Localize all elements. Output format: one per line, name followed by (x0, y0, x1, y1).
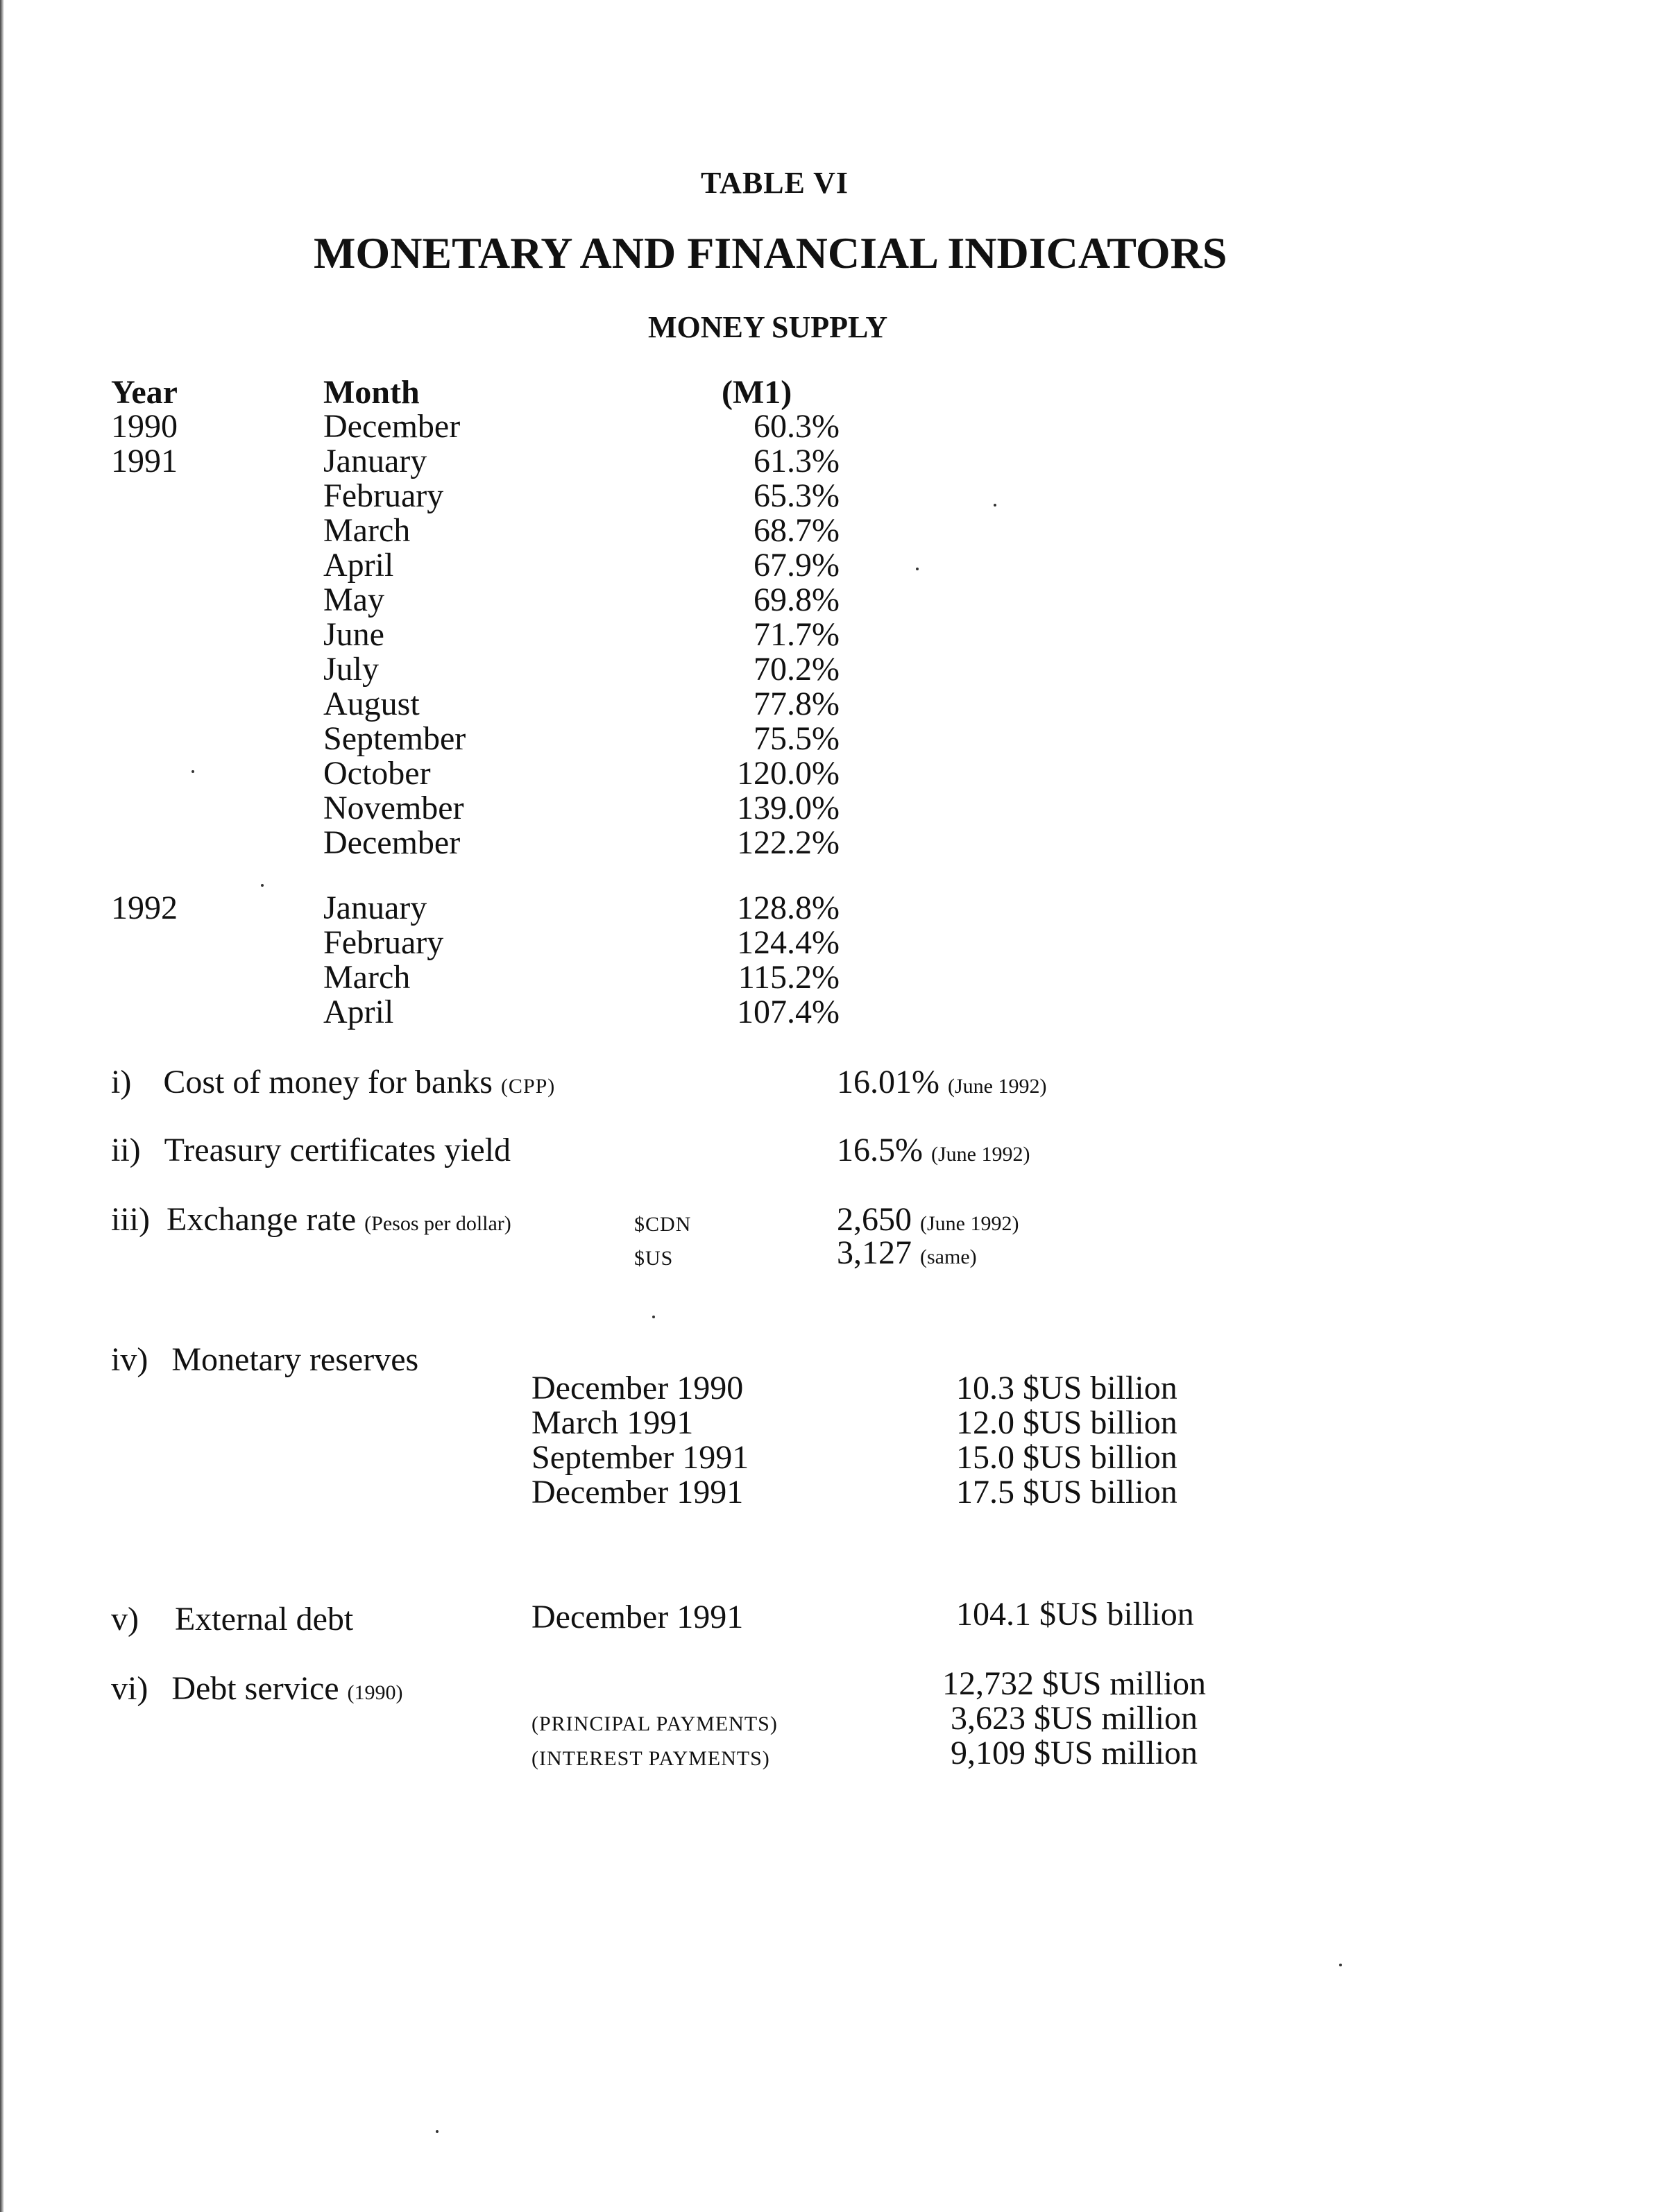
value-text: 16.01% (837, 1064, 939, 1100)
month-cell: May (323, 581, 384, 618)
month-cell: December (323, 824, 461, 861)
month-cell: March (323, 512, 411, 549)
m1-value-cell: 61.3% (754, 443, 840, 479)
item-label: Cost of money for banks (163, 1064, 493, 1100)
interest-payments-value: 9,109 $US million (951, 1735, 1198, 1771)
month-cell: June (323, 616, 384, 653)
month-cell: January (323, 443, 427, 479)
scan-speck (436, 2130, 439, 2133)
month-cell: April (323, 547, 394, 584)
m1-value-cell: 107.4% (737, 994, 840, 1030)
value-note: (June 1992) (947, 1075, 1047, 1098)
table-label: TABLE VI (701, 166, 849, 200)
month-cell: September (323, 720, 466, 757)
scan-speck (192, 770, 194, 773)
month-cell: February (323, 924, 444, 961)
month-cell: February (323, 477, 444, 514)
col-header-m1: (M1) (722, 374, 792, 411)
reserves-date-2: March 1991 (531, 1404, 694, 1441)
m1-value-cell: 70.2% (754, 651, 840, 688)
scan-speck (1339, 1964, 1342, 1966)
item-label: Debt service (171, 1670, 339, 1707)
reserves-value-1: 10.3 $US billion (956, 1370, 1177, 1406)
m1-value-cell: 120.0% (737, 755, 840, 792)
value-note: (June 1992) (930, 1143, 1030, 1166)
m1-value-cell: 122.2% (737, 824, 840, 861)
page-scan-edge (0, 0, 4, 2212)
scan-speck (652, 1316, 655, 1318)
exchange-us-value (837, 1234, 977, 1272)
month-cell: October (323, 755, 431, 792)
reserves-value-3: 15.0 $US billion (956, 1439, 1177, 1476)
m1-value-cell: 67.9% (754, 547, 840, 584)
principal-payments-value: 3,623 $US million (951, 1700, 1198, 1737)
principal-payments-label: (PRINCIPAL PAYMENTS) (531, 1712, 778, 1735)
item-label: External debt (174, 1601, 354, 1637)
debt-service-total: 12,732 $US million (942, 1665, 1207, 1702)
m1-value-cell: 71.7% (754, 616, 840, 653)
reserves-value-4: 17.5 $US billion (956, 1474, 1177, 1511)
value-note: (June 1992) (920, 1212, 1019, 1235)
value-text: 3,127 (837, 1234, 912, 1271)
treasury-value (837, 1131, 1030, 1169)
m1-value-cell: 77.8% (754, 686, 840, 722)
m1-value-cell: 115.2% (738, 959, 840, 996)
m1-value-cell: 124.4% (737, 924, 840, 961)
scan-speck (994, 504, 996, 507)
exchange-cdn-value (837, 1200, 1019, 1239)
item-number: iii) (111, 1201, 150, 1238)
scan-speck (261, 884, 264, 887)
indicator-cost-of-money (111, 1063, 555, 1101)
external-debt-value: 104.1 $US billion (956, 1596, 1194, 1633)
item-number: i) (111, 1064, 132, 1100)
reserves-value-2: 12.0 $US billion (956, 1404, 1177, 1441)
m1-value-cell: 139.0% (737, 790, 840, 826)
indicator-external-debt (111, 1600, 353, 1638)
item-qualifier: (1990) (347, 1681, 403, 1704)
year-cell: 1992 (111, 890, 178, 926)
item-number: v) (111, 1601, 139, 1637)
month-cell: July (323, 651, 380, 688)
item-label: Treasury certificates yield (164, 1132, 511, 1168)
m1-value-cell: 128.8% (737, 890, 840, 926)
item-number: vi) (111, 1670, 148, 1707)
currency-us: $US (634, 1247, 674, 1270)
reserves-date-4: December 1991 (531, 1474, 744, 1511)
year-cell: 1991 (111, 443, 178, 479)
cost-of-money-value (837, 1063, 1046, 1101)
indicator-debt-service (111, 1669, 403, 1708)
month-cell: March (323, 959, 411, 996)
item-label: Exchange rate (167, 1201, 357, 1238)
scan-speck (916, 568, 919, 570)
month-cell: January (323, 890, 427, 926)
value-note: (same) (920, 1245, 977, 1268)
m1-value-cell: 68.7% (754, 512, 840, 549)
month-cell: November (323, 790, 464, 826)
year-cell: 1990 (111, 408, 178, 445)
external-debt-date: December 1991 (531, 1599, 744, 1635)
value-text: 2,650 (837, 1201, 912, 1238)
indicator-exchange-rate (111, 1200, 511, 1239)
interest-payments-label: (INTEREST PAYMENTS) (531, 1747, 770, 1770)
m1-value-cell: 75.5% (754, 720, 840, 757)
reserves-date-3: September 1991 (531, 1439, 749, 1476)
m1-value-cell: 60.3% (754, 408, 840, 445)
col-header-month: Month (323, 374, 420, 411)
month-cell: December (323, 408, 461, 445)
item-qualifier: (Pesos per dollar) (364, 1212, 511, 1235)
m1-value-cell: 65.3% (754, 477, 840, 514)
item-number: ii) (111, 1132, 141, 1168)
m1-value-cell: 69.8% (754, 581, 840, 618)
month-cell: April (323, 994, 394, 1030)
item-label: Monetary reserves (171, 1341, 419, 1378)
currency-cdn: $CDN (634, 1213, 692, 1236)
section-subtitle: MONEY SUPPLY (648, 310, 888, 344)
reserves-date-1: December 1990 (531, 1370, 744, 1406)
month-cell: August (323, 686, 420, 722)
indicator-reserves (111, 1341, 418, 1379)
value-text: 16.5% (837, 1132, 923, 1168)
page-title: MONETARY AND FINANCIAL INDICATORS (314, 228, 1227, 278)
item-number: iv) (111, 1341, 148, 1378)
col-header-year: Year (111, 374, 178, 411)
indicator-treasury (111, 1131, 511, 1169)
item-qualifier: (CPP) (500, 1075, 556, 1098)
